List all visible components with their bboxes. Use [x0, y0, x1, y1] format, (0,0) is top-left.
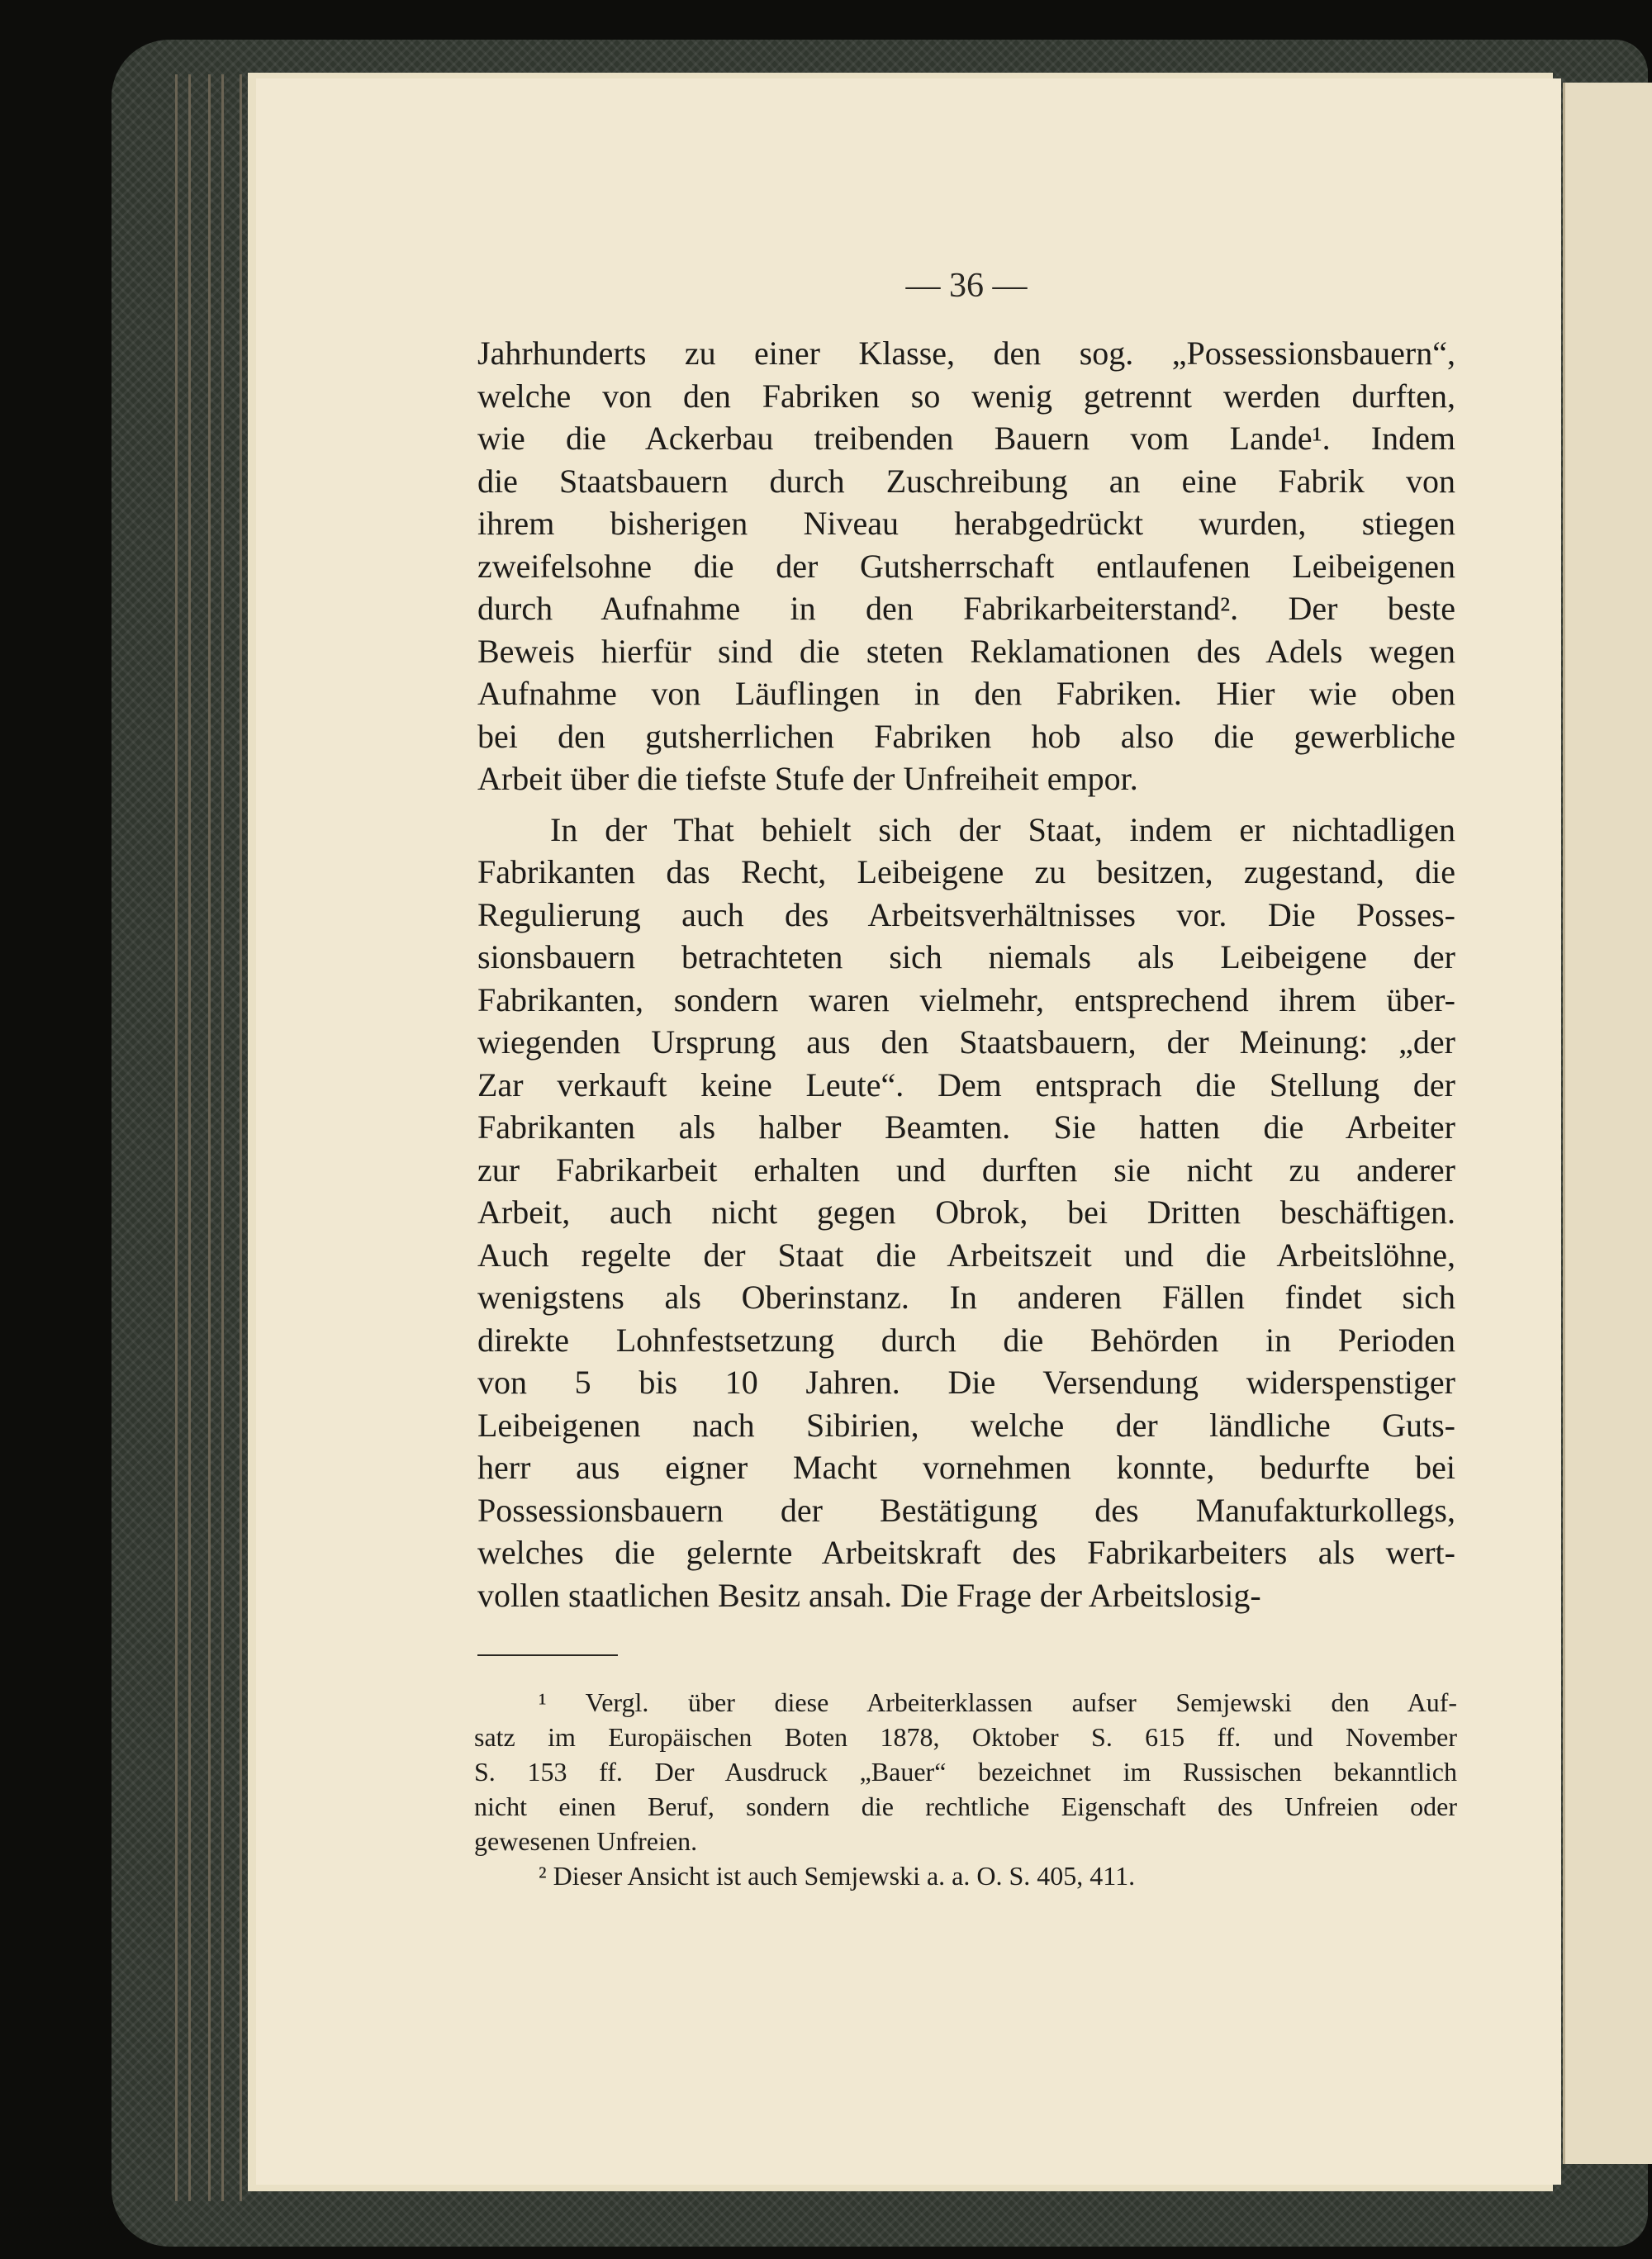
text-line: Fabrikanten, sondern waren vielmehr, entsprechend ihrem über-: [477, 980, 1455, 1018]
text-line: Regulierung auch des Arbeitsverhältnisses vor. Die Posses-: [477, 895, 1455, 933]
text-line: Fabrikanten als halber Beamten. Sie hatten die Arbeiter: [477, 1108, 1455, 1146]
text-line: welches die gelernte Arbeitskraft des Fabrikarbeiters als wert-: [477, 1534, 1455, 1571]
text-line: die Staatsbauern durch Zuschreibung an eine Fabrik von: [477, 462, 1455, 500]
text-line: durch Aufnahme in den Fabrikarbeiterstand². Der beste: [477, 590, 1455, 627]
text-line: bei den gutsherrlichen Fabriken hob also die gewerbliche: [477, 717, 1455, 755]
page-number: — 36 —: [905, 267, 1028, 305]
text-line: Beweis hierfür sind die steten Reklamationen des Adels wegen: [477, 632, 1455, 670]
body-text: [477, 332, 1455, 1616]
text-line: wenigstens als Oberinstanz. In anderen Fällen findet sich: [477, 1279, 1455, 1316]
text-line: Arbeit, auch nicht gegen Obrok, bei Dritten beschäftigen.: [477, 1194, 1455, 1231]
footnote-line: ¹ Vergl. über diese Arbeiterklassen aufser Semjewski den Auf-: [539, 1687, 1457, 1717]
page-edge: [240, 74, 242, 2201]
text-line: von 5 bis 10 Jahren. Die Versendung widerspenstiger: [477, 1364, 1455, 1401]
footnote-rule: [477, 1654, 618, 1656]
text-line: welche von den Fabriken so wenig getrennt werden durften,: [477, 377, 1455, 415]
text-line: ihrem bisherigen Niveau herabgedrückt wurden, stiegen: [477, 505, 1455, 542]
footnote-line: S. 153 ff. Der Ausdruck „Bauer“ bezeichnet im Russischen bekanntlich: [474, 1757, 1457, 1787]
text-line: Leibeigenen nach Sibirien, welche der ländliche Guts-: [477, 1406, 1455, 1444]
text-line: In der That behielt sich der Staat, indem er nichtadligen: [550, 810, 1455, 848]
text-line: Fabrikanten das Recht, Leibeigene zu besitzen, zugestand, die: [477, 853, 1455, 890]
text-line: wie die Ackerbau treibenden Bauern vom Lande¹. Indem: [477, 420, 1455, 457]
text-line: zweifelsohne die der Gutsherrschaft entlaufenen Leibeigenen: [477, 547, 1455, 585]
text-line: Zar verkauft keine Leute“. Dem entsprach die Stellung der: [477, 1065, 1455, 1103]
page-edge: [208, 74, 211, 2201]
text-line: Possessionsbauern der Bestätigung des Manufakturkollegs,: [477, 1491, 1455, 1529]
text-line: Jahrhunderts zu einer Klasse, den sog. „Possessionsbauern“,: [477, 335, 1455, 372]
text-line: Auch regelte der Staat die Arbeitszeit und die Arbeitslöhne,: [477, 1236, 1455, 1274]
page-edge: [175, 74, 178, 2201]
footnote-line: ² Dieser Ansicht ist auch Semjewski a. a. O. S. 405, 411.: [539, 1861, 1136, 1891]
paragraph-gap: [477, 800, 1455, 809]
text-line: direkte Lohnfestsetzung durch die Behörden in Perioden: [477, 1321, 1455, 1359]
text-line: vollen staatlichen Besitz ansah. Die Frage der Arbeitslosig-: [477, 1576, 1261, 1614]
text-line: sionsbauern betrachteten sich niemals als Leibeigene der: [477, 938, 1455, 975]
footnote-line: gewesenen Unfreien.: [474, 1826, 698, 1856]
text-line: herr aus eigner Macht vornehmen konnte, bedurfte bei: [477, 1449, 1455, 1486]
page-edge: [221, 74, 224, 2201]
footnotes: [474, 1685, 1457, 1893]
text-line: Aufnahme von Läuflingen in den Fabriken. Hier wie oben: [477, 675, 1455, 712]
text-line: zur Fabrikarbeit erhalten und durften sie nicht zu anderer: [477, 1151, 1455, 1189]
text-line: Arbeit über die tiefste Stufe der Unfreiheit empor.: [477, 760, 1138, 797]
text-line: wiegenden Ursprung aus den Staatsbauern, der Meinung: „der: [477, 1023, 1455, 1061]
footnote-line: satz im Europäischen Boten 1878, Oktober S. 615 ff. und November: [474, 1722, 1457, 1752]
page-edge: [188, 74, 191, 2201]
facing-page-edge: [1563, 83, 1652, 2164]
footnote-line: nicht einen Beruf, sondern die rechtliche Eigenschaft des Unfreien oder: [474, 1792, 1457, 1821]
